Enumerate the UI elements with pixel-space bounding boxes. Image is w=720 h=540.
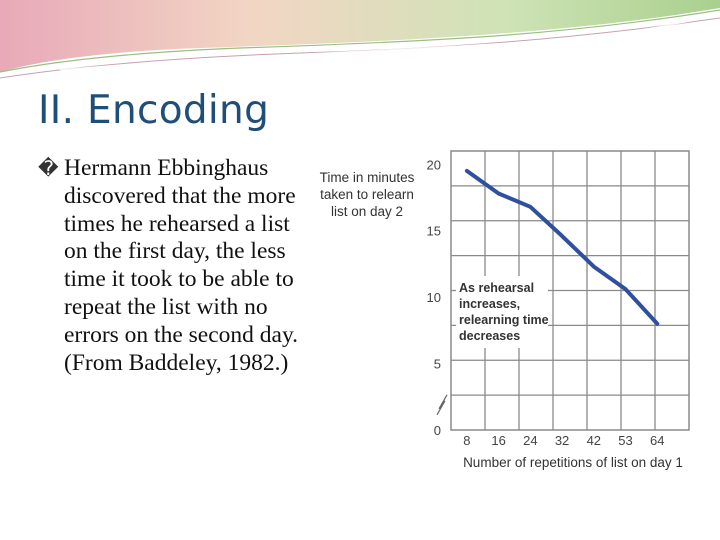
annotation-line: relearning time bbox=[459, 313, 549, 327]
y-axis-label-line: Time in minutes bbox=[319, 170, 415, 185]
y-tick-label: 20 bbox=[426, 157, 441, 173]
x-tick-label: 24 bbox=[523, 433, 538, 448]
y-tick-label: 5 bbox=[433, 356, 441, 372]
y-tick-label: 10 bbox=[426, 290, 441, 306]
x-tick-label: 16 bbox=[491, 433, 506, 448]
ebbinghaus-line-chart bbox=[305, 140, 700, 475]
x-tick-label: 53 bbox=[618, 433, 633, 448]
body-paragraph: Hermann Ebbinghaus discovered that the more times he rehearsed a list on the first day, the less time it took to be able to repeat the list with no errors on the second day. (From Baddeley, 1982.) bbox=[64, 155, 299, 376]
slide-body-text bbox=[38, 155, 306, 377]
y-tick-label: 0 bbox=[433, 423, 441, 438]
y-tick-label: 15 bbox=[426, 223, 441, 239]
annotation-line: As rehearsal bbox=[459, 281, 535, 295]
y-axis-label-line: list on day 2 bbox=[330, 204, 404, 219]
chart-x-axis-label: Number of repetitions of list on day 1 bbox=[463, 455, 683, 470]
x-tick-label: 42 bbox=[586, 433, 602, 448]
header-swoosh-decoration bbox=[0, 0, 720, 85]
annotation-line: decreases bbox=[459, 329, 521, 343]
x-tick-label: 8 bbox=[463, 433, 471, 448]
chart-y-axis-label bbox=[320, 170, 415, 219]
chart-annotation bbox=[456, 276, 549, 348]
y-axis-label-line: taken to relearn bbox=[320, 187, 414, 202]
bullet-glyph-icon: � bbox=[38, 156, 59, 180]
annotation-line: increases, bbox=[459, 297, 521, 311]
x-tick-label: 64 bbox=[650, 433, 665, 448]
x-tick-label: 32 bbox=[554, 433, 570, 448]
slide-title: II. Encoding bbox=[38, 88, 270, 133]
